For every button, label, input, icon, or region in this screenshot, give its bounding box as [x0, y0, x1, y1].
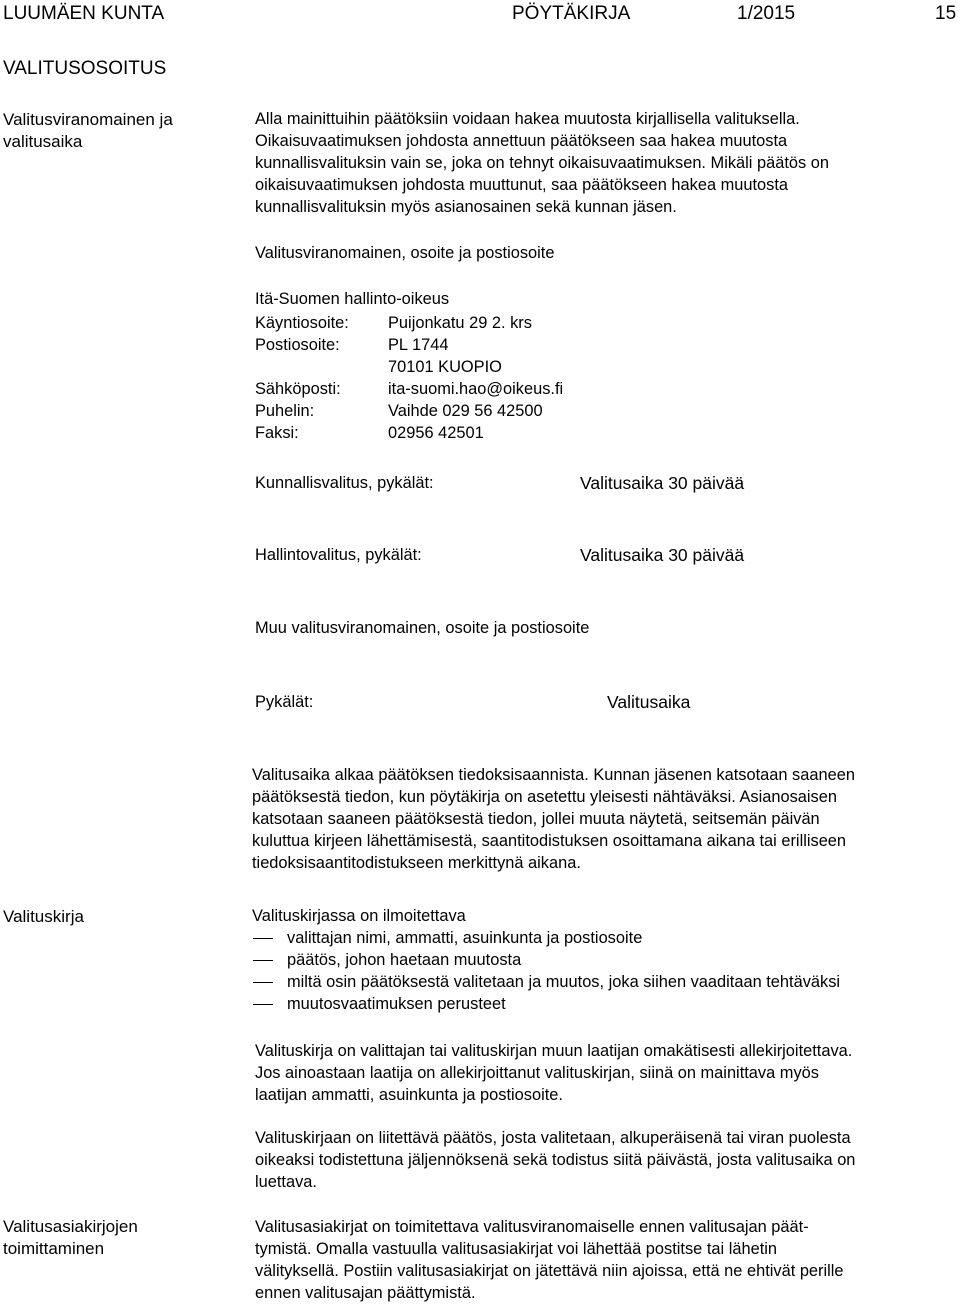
text-line: ennen valitusajan päättymistä.: [255, 1284, 476, 1302]
text-line: oikaisuvaatimuksen johdosta muuttunut, saa päätökseen hakea muutosta: [255, 176, 789, 194]
contact-label: Käyntiosoite:: [255, 314, 349, 332]
text-line: kuluttua kirjeen lähettämisestä, saantitodistuksen osoittamana aikana tai erilliseen: [252, 832, 847, 850]
text-line: laatijan ammatti, asuinkunta ja postiosoite.: [255, 1086, 563, 1104]
authority-name: Itä-Suomen hallinto-oikeus: [255, 290, 450, 308]
text-line: Valituskirja on valittajan tai valituskirjan muun laatijan omakätisesti allekirjoitettava.: [255, 1042, 853, 1060]
list-item-text: miltä osin päätöksestä valitetaan ja muutos, joka siihen vaaditaan tehtäväksi: [287, 973, 841, 991]
intro-paragraph: [255, 108, 955, 218]
text-line: oikeaksi todistettuna jäljennöksenä sekä todistus siitä päivästä, josta valitusaika on: [255, 1151, 856, 1169]
text-line: Oikaisuvaatimuksen johdosta annettuun päätökseen saa hakea muutosta: [255, 132, 788, 150]
header-org: LUUMÄEN KUNTA: [3, 3, 165, 24]
dash-bullet-icon: [253, 938, 273, 939]
text-line: päätöksestä tiedon, kun pöytäkirja on asetettu yleisesti nähtäväksi. Asianosaisen: [252, 788, 837, 806]
contact-label: Sähköposti:: [255, 380, 341, 398]
sections-label: Pykälät:: [255, 693, 314, 711]
contact-value: ita-suomi.hao@oikeus.fi: [388, 380, 564, 398]
side-label-appeal-authority: [3, 109, 173, 153]
contact-value: 70101 KUOPIO: [388, 358, 502, 376]
text-line: tymistä. Omalla vastuulla valitusasiakirjat voi lähettää postitse tai lähetin: [255, 1240, 778, 1258]
text-line: kunnallisvalituksin myös asianosainen sekä kunnan jäsen.: [255, 198, 677, 216]
dash-bullet-icon: [253, 1004, 273, 1005]
side-label-submission: [3, 1216, 138, 1260]
list-item: [253, 927, 840, 949]
side-label-line: Valitusasiakirjojen: [3, 1217, 138, 1236]
dash-bullet-icon: [253, 982, 273, 983]
text-line: Jos ainoastaan laatija on allekirjoittanut valituskirjan, siinä on mainittava myös: [255, 1064, 819, 1082]
text-line: Alla mainittuihin päätöksiin voidaan hakea muutosta kirjallisella valituksella.: [255, 110, 800, 128]
municipal-appeal-label: Kunnallisvalitus, pykälät:: [255, 474, 434, 492]
text-line: tiedoksisaantitodistukseen merkittynä aikana.: [252, 854, 581, 872]
text-line: Valituskirjaan on liitettävä päätös, josta valitetaan, alkuperäisenä tai viran puolesta: [255, 1129, 851, 1147]
text-line: luettava.: [255, 1173, 317, 1191]
authority-heading: Valitusviranomainen, osoite ja postiosoite: [255, 244, 555, 262]
side-label-appeal-letter: Valituskirja: [3, 907, 84, 926]
other-authority-heading: Muu valitusviranomainen, osoite ja postiosoite: [255, 619, 590, 637]
contact-value: Puijonkatu 29 2. krs: [388, 314, 532, 332]
required-contents-list: [253, 927, 840, 1015]
contact-label: Postiosoite:: [255, 336, 340, 354]
list-item-text: muutosvaatimuksen perusteet: [287, 995, 506, 1013]
header-number: 1/2015: [737, 3, 796, 24]
text-line: Valitusasiakirjat on toimitettava valitusviranomaiselle ennen valitusajan päät-: [255, 1218, 809, 1236]
list-item-text: valittajan nimi, ammatti, asuinkunta ja postiosoite: [287, 929, 643, 947]
dash-bullet-icon: [253, 960, 273, 961]
deadline-paragraph: [252, 764, 957, 874]
submission-paragraph: [255, 1216, 960, 1304]
list-item-text: päätös, johon haetaan muutosta: [287, 951, 522, 969]
header-doc-type: PÖYTÄKIRJA: [512, 3, 631, 24]
list-item: [253, 949, 840, 971]
header-page-number: 15: [935, 3, 957, 24]
signature-paragraph: [255, 1040, 960, 1106]
appeal-letter-intro: Valituskirjassa on ilmoitettava: [252, 907, 466, 925]
text-line: kunnallisvalituksin vain se, joka on tehnyt oikaisuvaatimuksen. Mikäli päätös on: [255, 154, 829, 172]
administrative-appeal-deadline: Valitusaika 30 päivää: [580, 545, 745, 565]
side-label-line: valitusaika: [3, 132, 83, 151]
attachments-paragraph: [255, 1127, 960, 1193]
contact-label: Faksi:: [255, 424, 299, 442]
contact-value: PL 1744: [388, 336, 449, 354]
text-line: välityksellä. Postiin valitusasiakirjat on jätettävä niin ajoissa, että ne ehtivät perille: [255, 1262, 844, 1280]
side-label-line: Valitusviranomainen ja: [3, 110, 173, 129]
contact-label: Puhelin:: [255, 402, 315, 420]
list-item: [253, 971, 840, 993]
administrative-appeal-label: Hallintovalitus, pykälät:: [255, 546, 422, 564]
municipal-appeal-deadline: Valitusaika 30 päivää: [580, 473, 745, 493]
contact-value: Vaihde 029 56 42500: [388, 402, 543, 420]
page-title: VALITUSOSOITUS: [3, 58, 167, 79]
side-label-line: toimittaminen: [3, 1239, 105, 1258]
contact-value: 02956 42501: [388, 424, 484, 442]
text-line: Valitusaika alkaa päätöksen tiedoksisaannista. Kunnan jäsenen katsotaan saaneen: [252, 766, 855, 784]
text-line: katsotaan saaneen päätöksestä tiedon, jollei muuta näytetä, seitsemän päivän: [252, 810, 820, 828]
list-item: [253, 993, 840, 1015]
other-deadline-label: Valitusaika: [607, 692, 691, 712]
